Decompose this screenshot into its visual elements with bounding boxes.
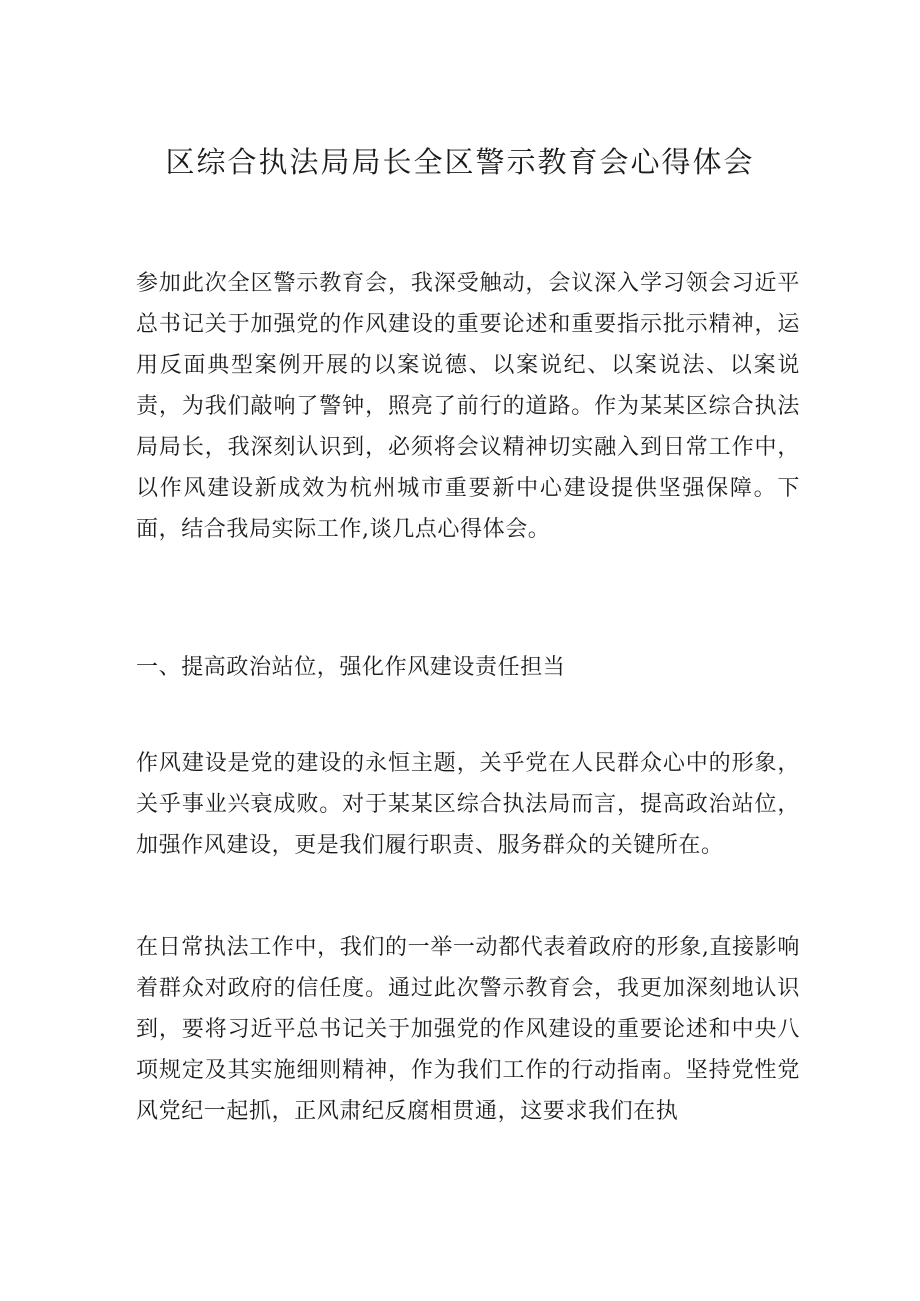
body-paragraph: 在日常执法工作中，我们的一举一动都代表着政府的形象,直接影响着群众对政府的信任度。通过此次警示教育会，我更加深刻地认识到，要将习近平总书记关于加强党的作风建设的重要论述和中央八项规定及其实施细则精神，作为我们工作的行动指南。坚持党性党风党纪一起抓，正风肃纪反腐相贯通，这要求我们在执: [136, 935, 800, 1124]
section-heading: 一、提高政治站位，强化作风建设责任担当: [136, 655, 566, 680]
body-paragraph: 作风建设是党的建设的永恒主题，关乎党在人民群众心中的形象，关乎事业兴衰成败。对于某某区综合执法局而言，提高政治站位，加强作风建设，更是我们履行职责、服务群众的关键所在。: [136, 751, 800, 858]
intro-paragraph: 参加此次全区警示教育会，我深受触动，会议深入学习领会习近平总书记关于加强党的作风建设的重要论述和重要指示批示精神，运用反面典型案例开展的以案说德、以案说纪、以案说法、以案说责，为我们敲响了警钟，照亮了前行的道路。作为某某区综合执法局局长，我深刻认识到，必须将会议精神切实融入到日常工作中，以作风建设新成效为杭州城市重要新中心建设提供坚强保障。下面，结合我局实际工作,谈几点心得体会。: [136, 271, 800, 542]
document-title: 区综合执法局局长全区警示教育会心得体会: [165, 145, 755, 179]
